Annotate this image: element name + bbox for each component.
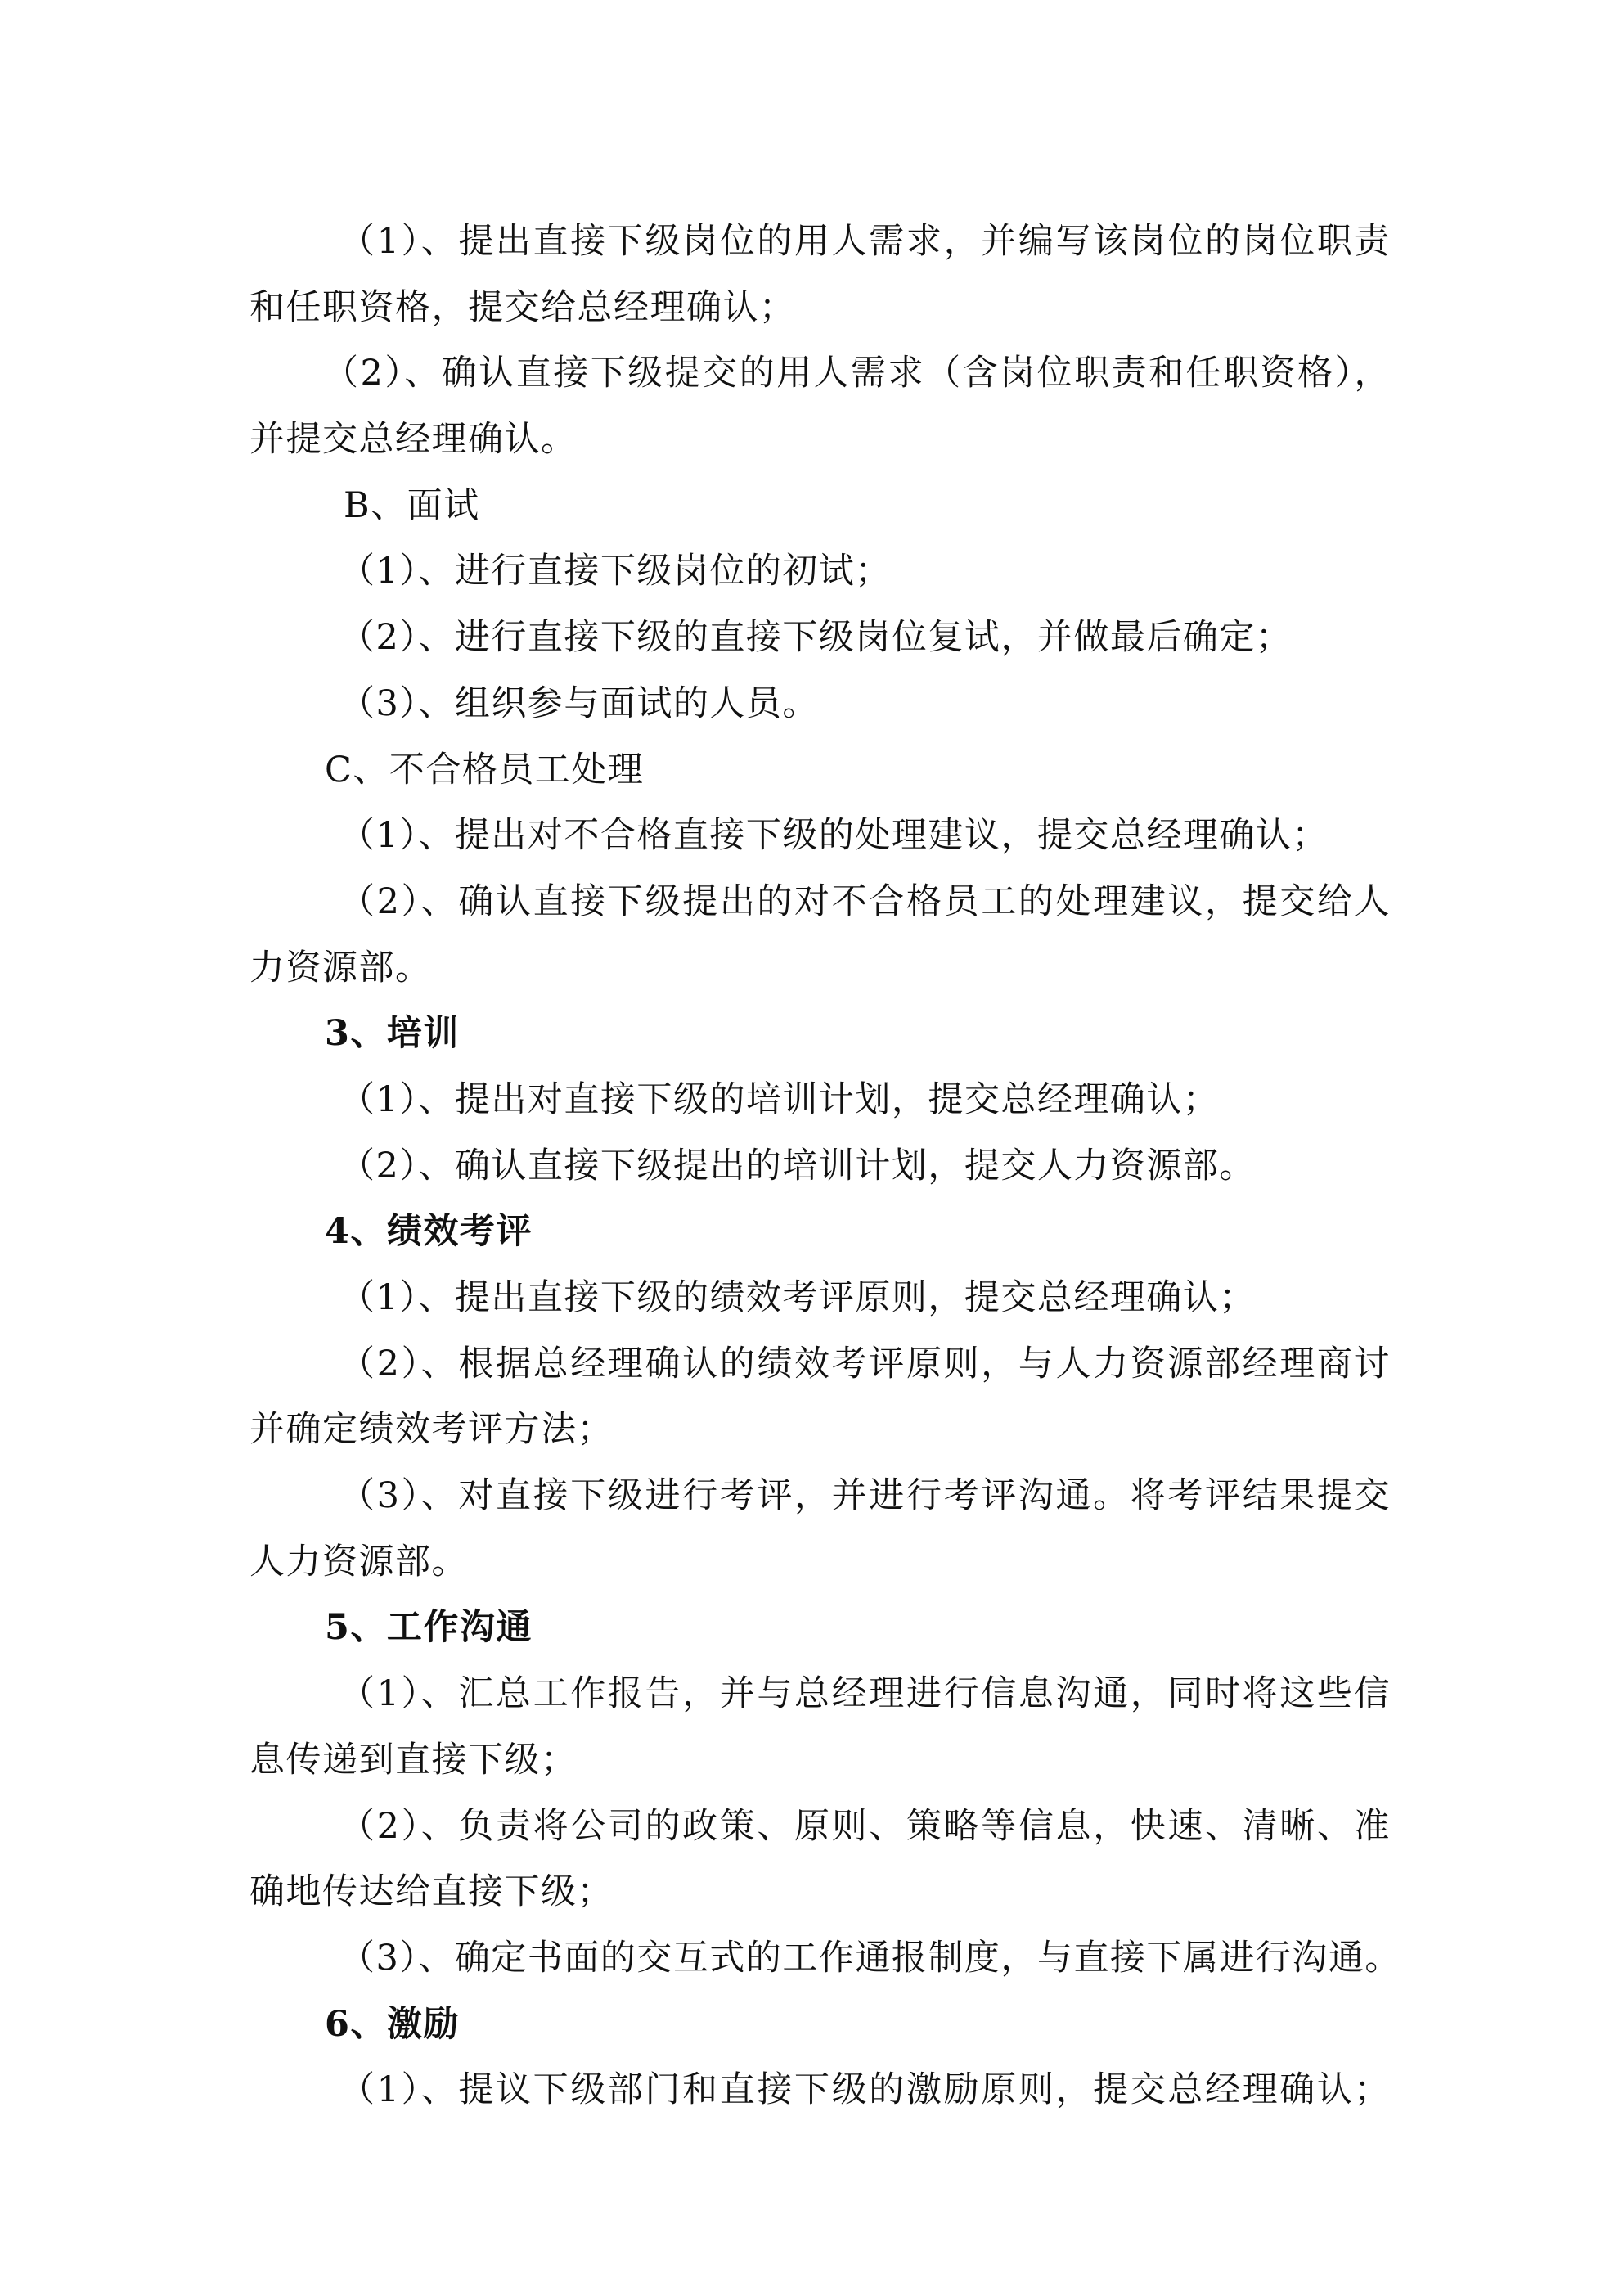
document-page bbox=[250, 209, 1401, 2123]
text-line: （2）、确认直接下级提交的用人需求（含岗位职责和任职资格）， bbox=[323, 353, 1391, 394]
section-heading: 5、工作沟通 bbox=[325, 1607, 533, 1649]
text-line: （1）、提议下级部门和直接下级的激励原则，提交总经理确认； bbox=[339, 2069, 1391, 2111]
text-line: （1）、提出对不合格直接下级的处理建议，提交总经理确认； bbox=[339, 815, 1329, 857]
text-line: （2）、确认直接下级提出的对不合格员工的处理建议，提交给人 bbox=[339, 880, 1391, 922]
text-line: （3）、确定书面的交互式的工作通报制度，与直接下属进行沟通。 bbox=[339, 1937, 1401, 1979]
text-line: （1）、提出直接下级岗位的用人需求，并编写该岗位的岗位职责 bbox=[339, 221, 1391, 262]
section-heading: 3、培训 bbox=[325, 1013, 460, 1055]
section-heading: 4、绩效考评 bbox=[325, 1211, 533, 1253]
text-line: （2）、确认直接下级提出的培训计划，提交人力资源部。 bbox=[339, 1145, 1256, 1186]
text-line: （2）、根据总经理确认的绩效考评原则，与人力资源部经理商讨 bbox=[339, 1343, 1391, 1384]
text-line: 和任职资格，提交给总经理确认； bbox=[250, 286, 796, 328]
text-line: 确地传达给直接下级； bbox=[250, 1871, 614, 1913]
text-line: （2）、进行直接下级的直接下级岗位复试，并做最后确定； bbox=[339, 617, 1293, 659]
text-line: （1）、提出对直接下级的培训计划，提交总经理确认； bbox=[339, 1078, 1220, 1120]
text-line: 力资源部。 bbox=[250, 947, 432, 988]
text-line: 人力资源部。 bbox=[250, 1541, 468, 1582]
text-line: （2）、负责将公司的政策、原则、策略等信息，快速、清晰、准 bbox=[339, 1805, 1391, 1847]
text-line: 并确定绩效考评方法； bbox=[250, 1409, 614, 1451]
subsection-heading: C、不合格员工处理 bbox=[325, 749, 645, 790]
subsection-heading: B、面试 bbox=[344, 484, 480, 526]
section-heading: 6、激励 bbox=[325, 2003, 460, 2045]
text-line: （1）、提出直接下级的绩效考评原则，提交总经理确认； bbox=[339, 1277, 1256, 1318]
text-line: （3）、组织参与面试的人员。 bbox=[339, 682, 819, 724]
text-line: （3）、对直接下级进行考评，并进行考评沟通。将考评结果提交 bbox=[339, 1475, 1391, 1517]
text-line: 息传递到直接下级； bbox=[250, 1739, 578, 1781]
text-line: 并提交总经理确认。 bbox=[250, 419, 578, 461]
text-line: （1）、汇总工作报告，并与总经理进行信息沟通，同时将这些信 bbox=[339, 1673, 1391, 1715]
text-line: （1）、进行直接下级岗位的初试； bbox=[339, 551, 892, 592]
